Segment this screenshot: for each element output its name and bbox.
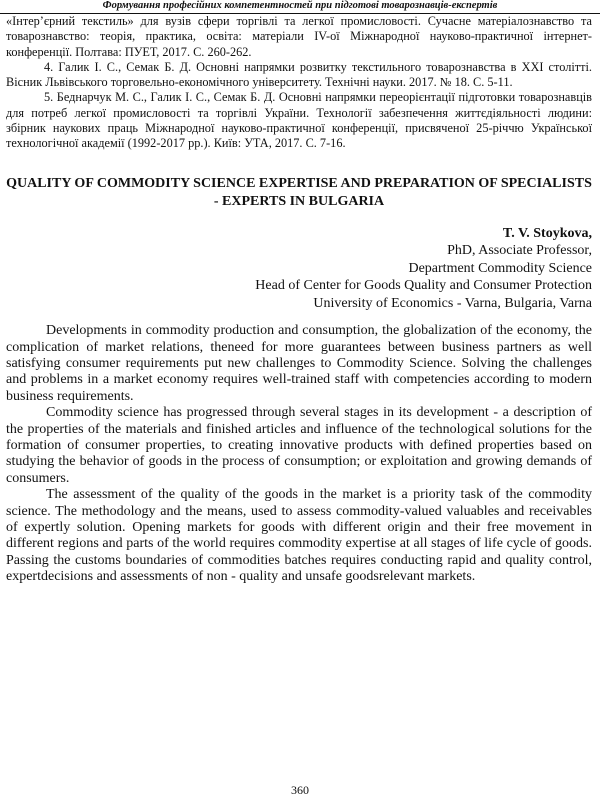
- reference-item: 4. Галик І. С., Семак Б. Д. Основні напрямки розвитку текстильного товарознавства в XXI столітті. Вісник Львівського торговельно-економічного університету. Технічні науки. 2017. № 18. С. 5-11.: [6, 59, 592, 90]
- author-department: Department Commodity Science: [408, 260, 592, 276]
- body-paragraph: Commodity science has progressed through several stages in its development - a description of the properties of the materials and finished articles and influence of the technological solutions for the formation of consumer properties, to creating innovative products with defined properties based on studying the behavior of goods in the process of consumption; or exploitation and growing demands of consumers.: [6, 405, 592, 486]
- body-paragraph: The assessment of the quality of the goods in the market is a priority task of the commodity science. The methodology and the means, used to assess commodity-valued valuables and receivables of expertly solution. Opening markets for goods with different origin and their free movement in different regions and parts of the world requires commodity expertise at all stages of life cycle of goods. Passing the customs boundaries of commodities batches requires conducting rapid and quality control, expertdecisions and assessments of non - quality and unsafe goodsrelevant markets.: [6, 487, 592, 585]
- article-body: [6, 323, 592, 586]
- author-affiliation: [6, 225, 592, 313]
- running-header: Формування професійних компетентностей при підготові товарознавців-експертів: [0, 0, 600, 14]
- reference-item: 5. Беднарчук М. С., Галик І. С., Семак Б. Д. Основні напрямки переорієнтації підготовки товарознавців для потреб легкої промисловості та торгівлі України. Технології забезпечення життєдіяльності людини: збірник наукових праць Міжнародної науково-практичної конференції, присвяченої 25-річчю Української технологічної академії (1992-2017 рр.). Київ: УТА, 2017. С. 7-16.: [6, 90, 592, 151]
- reference-continuation: «Інтер’єрний текстиль» для вузів сфери торгівлі та легкої промисловості. Сучасне матеріалознавство та товарознавство: теорія, практика, освіта: матеріали IV-ої Міжнародної науково-практичної інтернет-конференції. Полтава: ПУЕТ, 2017. С. 260-262.: [6, 14, 592, 59]
- page-content: [6, 14, 592, 586]
- author-position: Head of Center for Goods Quality and Consumer Protection: [255, 278, 592, 294]
- page-number: 360: [291, 783, 309, 797]
- article-title: QUALITY OF COMMODITY SCIENCE EXPERTISE AND PREPARATION OF SPECIALISTS - EXPERTS IN BULGARIA: [6, 175, 592, 209]
- reference-list: [6, 60, 592, 152]
- author-degree: PhD, Associate Professor,: [447, 243, 592, 259]
- author-university: University of Economics - Varna, Bulgaria, Varna: [313, 295, 592, 311]
- body-paragraph: Developments in commodity production and consumption, the globalization of the economy, the complication of market relations, theneed for more guarantees between business partners as well satisfying consumer requirements put new challenges to Commodity Science. Solving the challenges and problems in a market economy requires well-trained staff with competencies according to modern business requirements.: [6, 323, 592, 404]
- author-name: T. V. Stoykova,: [502, 225, 592, 241]
